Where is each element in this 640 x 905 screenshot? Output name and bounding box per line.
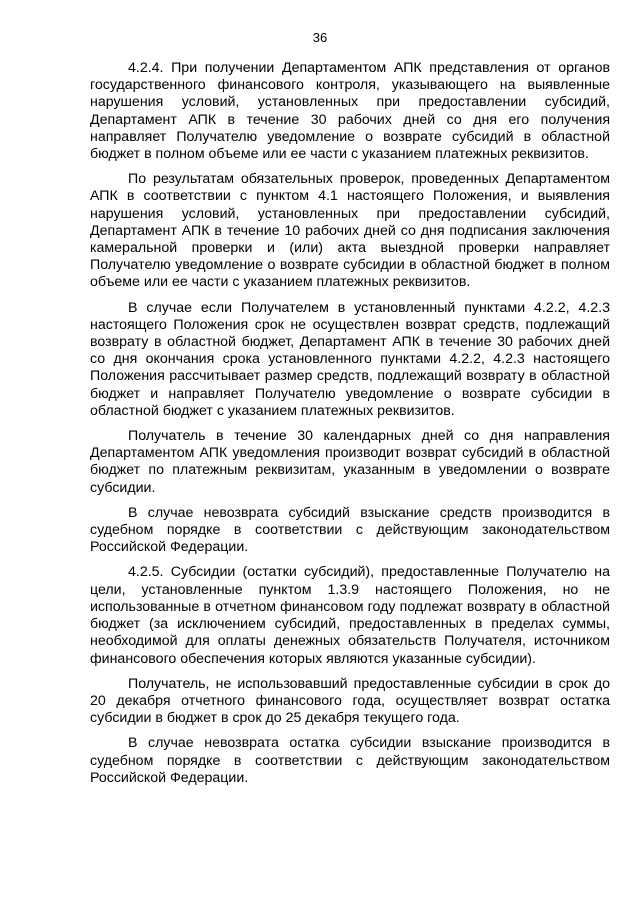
paragraph-unused-subsidy: Получатель, не использовавший предоставленные субсидии в срок до 20 декабря отчетного финансового года, осуществляет возврат остатка субсидии в бюджет в срок до 25 декабря текущего года. (90, 675, 610, 727)
paragraph-4-2-5: 4.2.5. Субсидии (остатки субсидий), предоставленные Получателю на цели, установленные пунктом 1.3.9 настоящего Положения, но не использованные в отчетном финансовом году подлежат возврату в областной бюджет (за исключением субсидий, предоставленных в пределах суммы, необходимой для оплаты денежных обязательств Получателя, источником финансового обеспечения которых являются указанные субсидии). (90, 564, 610, 667)
paragraph-recipient-refund: Получатель в течение 30 календарных дней со дня направления Департаментом АПК уведомления производит возврат субсидий в областной бюджет по платежным реквизитам, указанным в уведомлении о возврате субсидии. (90, 428, 610, 496)
paragraph-judicial-recovery: В случае невозврата субсидий взыскание средств производится в судебном порядке в соответствии с действующим законодательством Российской Федерации. (90, 504, 610, 556)
page-number: 36 (312, 30, 328, 45)
paragraph-4-2-4: 4.2.4. При получении Департаментом АПК представления от органов государственного финансового контроля, указывающего на выявленные нарушения условий, установленных при предоставлении субсидий, Департамент АПК в течение 30 рабочих дней со дня его получения направляет Получателю уведомление о возврате субсидий в областной бюджет в полном объеме или ее части с указанием платежных реквизитов. (90, 60, 610, 163)
paragraph-remainder-recovery: В случае невозврата остатка субсидии взыскание производится в судебном порядке в соответствии с действующим законодательством Российской Федерации. (90, 735, 610, 786)
document-body (90, 60, 610, 795)
paragraph-refund-deadline: В случае если Получателем в установленный пунктами 4.2.2, 4.2.3 настоящего Положения срок не осуществлен возврат средств, подлежащий возврату в областной бюджет, Департамент АПК в течение 30 рабочих дней со дня окончания срока установленного пунктами 4.2.2, 4.2.3 настоящего Положения рассчитывает размер средств, подлежащий возврату в областной бюджет и направляет Получателю уведомление о возврате субсидии в областной бюджет с указанием платежных реквизитов. (90, 299, 610, 419)
paragraph-inspection-results: По результатам обязательных проверок, проведенных Департаментом АПК в соответствии с пунктом 4.1 настоящего Положения, и выявления нарушения условий, установленных при предоставлении субсидий, Департамент АПК в течение 10 рабочих дней со дня подписания заключения камеральной проверки и (или) акта выездной проверки направляет Получателю уведомление о возврате субсидии в областной бюджет в полном объеме или ее части с указанием платежных реквизитов. (90, 171, 610, 291)
